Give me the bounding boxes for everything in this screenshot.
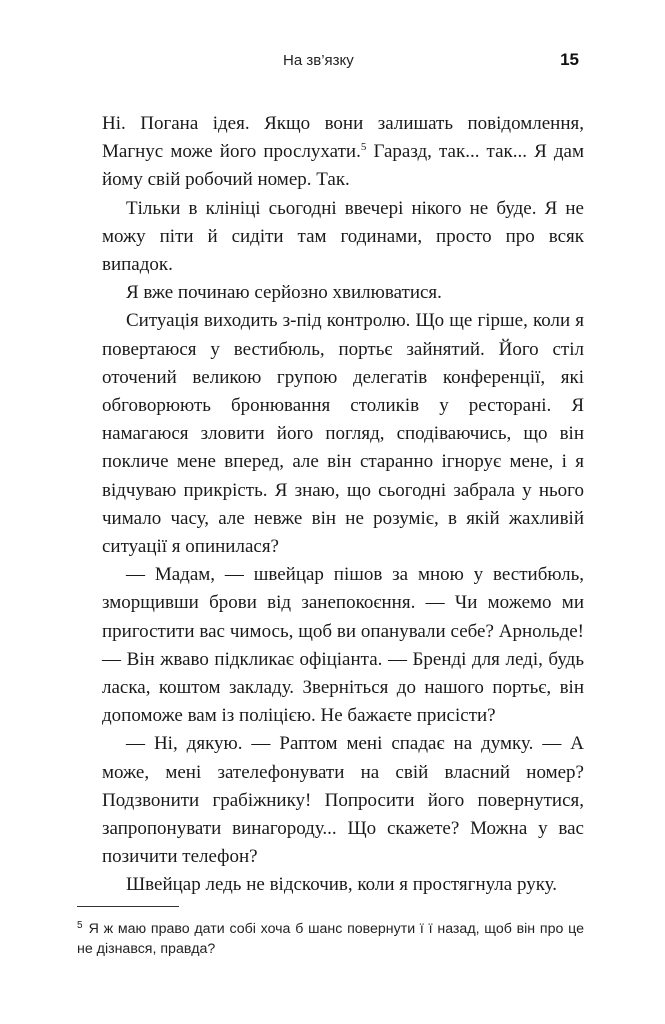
running-head	[0, 50, 665, 74]
paragraph-text: Ні. Погана ідея. Якщо вони залишать повідомлення, Магнус може його прослухати.	[102, 113, 584, 163]
paragraph: Тільки в клініці сьогодні ввечері нікого не буде. Я не можу піти й сидіти там годинами, просто про всяк випадок.	[102, 197, 584, 276]
footnote-divider	[77, 906, 179, 907]
paragraph-text: Гаразд, так... так... Я дам йому свій робочий номер. Так.	[102, 141, 584, 191]
body-text	[102, 110, 584, 900]
running-title: На зв’язку	[283, 52, 354, 69]
paragraph	[102, 110, 584, 195]
paragraph: Ситуація виходить з-під контролю. Що ще гірше, коли я повертаюся у вестибюль, портьє зайнятий. Його стіл оточений великою групою делегатів конференції, які обговорюють бронювання столиків у ресторані. Я намагаюся зловити його погляд, сподіваючись, що він покличе мене вперед, але він старанно ігнорує мене, і я відчуваю прикрість. Я знаю, що сьогодні забрала у нього чимало часу, але невже він не розуміє, в якій жахливій ситуації я опинилася?	[102, 310, 584, 558]
paragraph: Швейцар ледь не відскочив, коли я простягнула руку.	[126, 874, 558, 896]
footnote	[77, 916, 584, 959]
footnote-text: Я ж маю право дати собі хоча б шанс повернути ї ї назад, щоб він про це не дізнався, правда?	[77, 921, 584, 957]
footnote-reference[interactable]: 5	[360, 141, 367, 154]
paragraph: — Ні, дякую. — Раптом мені спадає на думку. — А може, мені зателефонувати на свій власний номер? Подзвонити грабіжнику! Попросити його повернутися, запропонувати винагороду... Що скажете? Можна у вас позичити телефон?	[102, 733, 584, 868]
footnote-number: 5	[77, 920, 83, 931]
paragraph: — Мадам, — швейцар пішов за мною у вестибюль, зморщивши брови від занепокоєння. — Чи можемо ми пригостити вас чимось, щоб ви опанували себе? Арнольде! — Він жваво підкликає офіціанта. — Бренді для леді, будь ласка, коштом закладу. Зверніться до нашого портьє, він допоможе вам із поліцією. Не бажаєте присісти?	[102, 564, 584, 727]
page-number: 15	[560, 50, 579, 69]
paragraph: Я вже починаю серйозно хвилюватися.	[126, 282, 442, 304]
